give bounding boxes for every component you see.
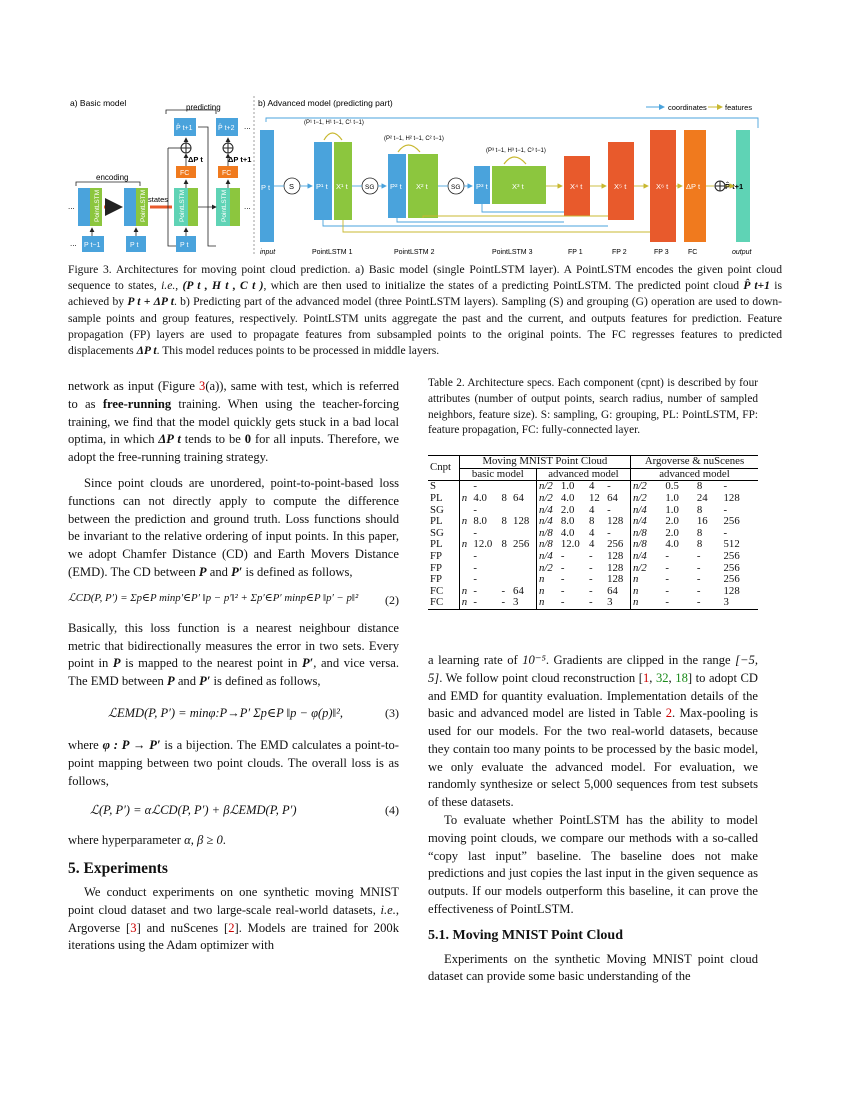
table-cell: - [473, 526, 478, 539]
table-cell: 24 [696, 491, 708, 504]
table-cell: 4 [588, 526, 595, 539]
table-cell: - [560, 573, 565, 586]
table-cell [500, 574, 512, 586]
svg-text:ΔP t: ΔP t [188, 155, 203, 164]
pointlstm-1 [314, 142, 352, 220]
table-cell: 256 [723, 573, 740, 586]
table-cell: - [696, 596, 701, 609]
table-cell: 4.0 [473, 491, 487, 504]
table-cell: FP [430, 561, 443, 574]
table-cell: - [501, 596, 506, 609]
svg-text:output: output [732, 249, 752, 256]
table-cell: n [459, 516, 471, 528]
table-cell: - [665, 596, 670, 609]
table-cell: 12.0 [473, 538, 493, 551]
table-cell: n [631, 574, 664, 586]
svg-text:PointLSTM 3: PointLSTM 3 [492, 249, 533, 256]
table-row [428, 539, 758, 551]
table-cell: 8 [696, 526, 703, 539]
table-cell: 128 [723, 584, 740, 597]
table-cell: 2.0 [665, 515, 679, 528]
table-cell: FC [430, 596, 444, 609]
svg-text:P t−1: P t−1 [84, 242, 101, 249]
panel-a-title: a) Basic model [70, 98, 127, 108]
subsection-title: 5.1. Moving MNIST Point Cloud [428, 927, 623, 943]
table-cell: n [459, 539, 471, 551]
svg-text:ΔP t+1: ΔP t+1 [228, 155, 252, 164]
table-cell: - [607, 480, 611, 493]
panel-b-title: b) Advanced model (predicting part) [258, 98, 393, 108]
table-cell: - [696, 584, 701, 597]
table-cell: - [560, 596, 565, 609]
svg-text:PointLSTM 1: PointLSTM 1 [312, 249, 353, 256]
paragraph: network as input (Figure 3(a)), same with test, which is referred to as free-running training. When using the teacher-forcing training, we find that the model quickly gets stuck in a bad local optima, in which ΔP t tends to be 0 for all inputs. Therefore, we adopt the free-running training strategy. [68, 379, 399, 465]
svg-text:P̂ t+2: P̂ t+2 [218, 125, 235, 132]
table-cell: 4.0 [665, 538, 679, 551]
table-cell: 8.0 [473, 515, 487, 528]
table-ref-link[interactable]: 2 [665, 706, 673, 721]
svg-text:...: ... [70, 239, 77, 248]
table-cell: PL [430, 491, 443, 504]
table-cell: 4.0 [560, 526, 575, 539]
table-cell: S [430, 480, 437, 493]
table-cell: n/2 [536, 481, 558, 493]
svg-text:...: ... [244, 122, 251, 131]
paragraph: where φ : P → P′ is a bijection. The EMD calculates a point-to-point mapping between two point clouds. The overall loss is as follows, [68, 737, 399, 788]
table-cell: 128 [607, 573, 624, 586]
table-cell: n/4 [536, 516, 558, 528]
table-cell: 3 [723, 596, 729, 609]
equation-4: ℒ(P, P′) = αℒCD(P, P′) + βℒEMD(P, P′) (4) [90, 803, 399, 818]
table-cell: - [696, 573, 701, 586]
table-cell: 3 [513, 596, 519, 609]
citation-link[interactable]: 32 [655, 670, 669, 685]
label-predicting: predicting [186, 103, 221, 112]
table-cell: 8 [501, 491, 507, 504]
table-cell: - [723, 526, 728, 539]
svg-text:SG: SG [451, 184, 461, 191]
paragraph: We conduct experiments on one synthetic moving MNIST point cloud dataset and two large-scale real-world datasets, i.e., Argoverse [3] and nuScenes [2]. Models are trained for 200k iterations using the Adam optimizer with [68, 884, 399, 953]
table-cell: - [665, 584, 670, 597]
svg-text:X¹ t: X¹ t [336, 182, 348, 191]
paragraph: Experiments on the synthetic Moving MNIST point cloud dataset can provide some basic understanding of the [428, 951, 758, 984]
table-cell: n/2 [536, 493, 558, 505]
table-row [428, 551, 758, 563]
equation-2: ℒCD(P, P′) = Σp∈P minp′∈P′ ‖p − p′‖² + Σp′∈P′ minp∈P ‖p′ − p‖² (2) [68, 591, 399, 607]
table-cell: n/8 [631, 539, 664, 551]
table-cell: 8 [696, 538, 703, 551]
svg-text:FC: FC [688, 249, 698, 256]
table-cell: - [473, 549, 478, 562]
table-cell: - [473, 503, 478, 516]
svg-text:FP 3: FP 3 [654, 249, 669, 256]
table-cell: - [696, 549, 701, 562]
table-cell: 12 [588, 491, 600, 504]
fp-2 [608, 142, 634, 220]
table-cell: n/8 [536, 539, 558, 551]
svg-text:ΔP t: ΔP t [686, 182, 701, 191]
table-cell: 512 [723, 538, 740, 551]
figure-3 [68, 96, 782, 262]
svg-text:P̂ t+1: P̂ t+1 [725, 182, 744, 191]
table-row [428, 563, 758, 575]
table-cell: 64 [513, 584, 524, 597]
table-cell: FC [430, 584, 444, 597]
svg-text:PointLSTM: PointLSTM [140, 189, 147, 222]
table-cell: n [459, 586, 471, 598]
legend-features: features [725, 103, 753, 112]
caption-label: Figure 3. [68, 263, 112, 276]
table-cell [459, 574, 471, 586]
svg-text:P̂ t+1: P̂ t+1 [176, 125, 193, 132]
table-cell: 16 [696, 515, 708, 528]
table-cell [500, 563, 512, 575]
table-cell [459, 551, 471, 563]
table-cell: 256 [513, 538, 530, 551]
svg-text:X³ t: X³ t [512, 182, 524, 191]
svg-text:X⁵ t: X⁵ t [614, 182, 627, 191]
table-cell: n [631, 586, 664, 598]
table-cell: 64 [607, 584, 618, 597]
svg-text:X² t: X² t [416, 182, 428, 191]
svg-text:P² t: P² t [390, 182, 402, 191]
label-states: states [148, 195, 169, 204]
table-cell: - [588, 596, 593, 609]
paragraph: a learning rate of 10⁻⁵. Gradients are clipped in the range [−5, 5]. We follow point cloud reconstruction [1, 32, 18] to adopt CD and EMD for quantity evaluation. Implementation details of the basic and advanced model are listed in Table 2. Max-pooling is used for our models. For the two real-world datasets, because they contain too many points to be processed by the basic model, we only evaluate the advanced model. For evaluation, we randomly synthesize or select 5,000 sequences from test subsets of these datasets. [428, 652, 759, 810]
table-cell [500, 551, 512, 563]
table-cell: - [501, 584, 506, 597]
svg-text:...: ... [244, 202, 251, 211]
svg-text:PointLSTM 2: PointLSTM 2 [394, 249, 435, 256]
svg-text:PointLSTM: PointLSTM [221, 189, 228, 222]
svg-text:FP 2: FP 2 [612, 249, 627, 256]
section-title: 5. Experiments [68, 860, 168, 878]
table-cell [459, 563, 471, 575]
table-cell: n/2 [631, 481, 664, 493]
table-cell: 1.0 [665, 503, 679, 516]
citation-link[interactable]: 18 [675, 670, 688, 685]
table-cell: PL [430, 538, 443, 551]
table-cell: 8 [696, 503, 703, 516]
table-cell: - [665, 573, 670, 586]
citation-link[interactable]: 2 [228, 920, 235, 935]
table-cell: 64 [513, 491, 524, 504]
svg-text:input: input [260, 249, 276, 256]
svg-text:P³ t: P³ t [476, 182, 488, 191]
table-cell: 4.0 [560, 491, 575, 504]
table-cell: 256 [723, 549, 740, 562]
table-cell: 3 [607, 596, 613, 609]
svg-text:PointLSTM: PointLSTM [179, 189, 186, 222]
svg-text:FP 1: FP 1 [568, 249, 583, 256]
citation-link[interactable]: 3 [130, 920, 137, 935]
paragraph: Basically, this loss function is a nearest neighbour distance metric that bidirectionally measures the error in two sets. Every point in P is mapped to the nearest point in P′, and vice versa. The EMD between P and P′ is defined as follows, [68, 620, 399, 689]
svg-text:(P³ t−1, H³ t−1, C³ t−1): (P³ t−1, H³ t−1, C³ t−1) [486, 148, 546, 154]
table-cell: 4 [588, 503, 595, 516]
table-cell: n/4 [536, 551, 558, 563]
table-cell: - [473, 584, 478, 597]
table-cell: - [560, 549, 565, 562]
table-cell: 128 [607, 515, 624, 528]
table-cell: - [560, 584, 565, 597]
table-cell: - [588, 573, 593, 586]
table-cell: 0.5 [665, 480, 679, 493]
table-cell: PL [430, 515, 443, 528]
table-cell: - [473, 561, 478, 574]
svg-text:FC: FC [222, 170, 232, 177]
table-cell: - [665, 561, 670, 574]
table-cell: 4 [588, 538, 595, 551]
table-cell: 8 [588, 515, 595, 528]
table-cell: SG [430, 503, 444, 516]
table-cell: n/4 [631, 516, 664, 528]
table-cell: - [588, 549, 593, 562]
table-cell: - [723, 480, 728, 493]
table-cell: 8 [696, 480, 703, 493]
svg-text:FC: FC [180, 170, 190, 177]
table-cell: 8 [501, 538, 507, 551]
table-cell: n [459, 597, 471, 609]
table-cell: 256 [607, 538, 624, 551]
table-cell: 2.0 [665, 526, 679, 539]
table-cell: n [536, 574, 558, 586]
table-cell: n/2 [631, 493, 664, 505]
table-cell [511, 551, 536, 563]
table-cell: 1.0 [665, 491, 679, 504]
table-cell: n/4 [536, 505, 558, 517]
table-cell: - [588, 584, 593, 597]
table-cell: FP [430, 573, 443, 586]
table-cell: - [696, 561, 701, 574]
table-cell: 128 [513, 515, 530, 528]
table-cell: - [473, 480, 478, 493]
figure-ref-link[interactable]: 3 [199, 379, 206, 393]
svg-text:X⁴ t: X⁴ t [570, 182, 583, 191]
svg-text:X⁶ t: X⁶ t [656, 182, 669, 191]
figure-caption: Figure 3. Architectures for moving point cloud prediction. a) Basic model (single PointLSTM layer). A PointLSTM encodes the given point cloud sequence to states, i.e., (P t , H t , C t ), which are then used to initialize the states of a predicting PointLSTM. The predicted point cloud P̂ t+1 is achieved by P t + ΔP t. b) Predicting part of the advanced model (three PointLSTM layers). Sampling (S) and grouping (G) operation are used to down-sample points and group features, respectively. PointLSTM units aggregate the past and the current, and outputs features for prediction. Feature propagation (FP) layers are used to propagate features from subsampled points to the original points. The FC regresses features to predicted displacements ΔP t. This model reduces points to be processed in middle layers. [68, 263, 783, 358]
table-cell: 128 [607, 549, 624, 562]
paragraph: where hyperparameter α, β ≥ 0. [68, 833, 226, 848]
left-column [68, 378, 399, 955]
table-cell: 8.0 [560, 515, 575, 528]
table-cell [511, 563, 536, 575]
label-encoding: encoding [96, 173, 129, 182]
table-row [428, 574, 758, 586]
table-cell: 8 [501, 515, 507, 528]
svg-text:(P² t−1, H² t−1, C² t−1): (P² t−1, H² t−1, C² t−1) [384, 136, 444, 142]
paragraph: Since point clouds are unordered, point-to-point-based loss functions can not directly apply to compute the difference between the prediction and ground truth. Loss functions should be invariant to the relative ordering of input points. In this paper, we adopt Chamfer Distance (CD) and Earth Movers Distance (EMD). The CD between P and P′ is defined as follows, [68, 475, 399, 579]
svg-text:P¹ t: P¹ t [316, 182, 328, 191]
table-cell: - [607, 526, 611, 539]
svg-text:P t: P t [261, 183, 271, 192]
table-cell: 64 [607, 491, 618, 504]
table-cell: n [536, 586, 558, 598]
table-cell: n/4 [631, 551, 664, 563]
table-cell: - [473, 573, 478, 586]
table-cell: 12.0 [560, 538, 580, 551]
svg-text:(P¹ t−1, H¹ t−1, C¹ t−1): (P¹ t−1, H¹ t−1, C¹ t−1) [304, 120, 364, 126]
table-cell: n [631, 597, 664, 609]
table-cell: - [723, 503, 728, 516]
svg-text:P t: P t [130, 242, 139, 249]
table-cell: - [665, 549, 670, 562]
svg-text:SG: SG [365, 184, 375, 191]
table-cell: n/2 [536, 563, 558, 575]
table-cell: n/2 [631, 563, 664, 575]
table-cell: SG [430, 526, 444, 539]
table-cell: 256 [723, 515, 740, 528]
legend-coordinates: coordinates [668, 103, 707, 112]
equation-3: ℒEMD(P, P′) = minφ:P→P′ Σp∈P ‖p − φ(p)‖², (3) [108, 705, 399, 720]
table-row [428, 493, 758, 505]
table-row [428, 516, 758, 528]
table-cell: n/8 [536, 528, 558, 540]
svg-text:S: S [289, 182, 295, 191]
table-row [428, 586, 758, 598]
table-cell: n [459, 493, 471, 505]
table-cell: - [588, 561, 593, 574]
paragraph: To evaluate whether PointLSTM has the ability to model moving point clouds, we compare our methods with a so-called “copy last input” baseline. The baseline does not make predictions and just copies the last input in the given sequence as outputs. If our models outperform this baseline, it can prove the effectiveness of PointLSTM. [428, 813, 758, 917]
table-cell: - [607, 503, 611, 516]
table-cell: n/4 [631, 505, 664, 517]
svg-text:PointLSTM: PointLSTM [94, 189, 101, 222]
table-cell: 128 [723, 491, 740, 504]
table-row [428, 597, 758, 609]
table-cell: 128 [607, 561, 624, 574]
table-cell: n [536, 597, 558, 609]
table-cell [511, 574, 536, 586]
table-cell: 256 [723, 561, 740, 574]
table-caption: Table 2. Architecture specs. Each component (cpnt) is described by four attributes (number of output points, search radius, number of sampled neighbors, feature size). S: sampling, G: grouping, PL: PointLSTM, FP: feature propagation, FC: fully-connected layer. [428, 377, 758, 437]
svg-text:P t: P t [180, 242, 189, 249]
citation-link[interactable]: 1 [642, 670, 650, 685]
table-cell: 4 [588, 480, 595, 493]
table-cell: 2.0 [560, 503, 575, 516]
table-cell: - [473, 596, 478, 609]
table-cell: - [560, 561, 565, 574]
dots-left: ... [68, 202, 75, 211]
table-cell: FP [430, 549, 443, 562]
table-cell: 1.0 [560, 480, 575, 493]
table-cell: n/8 [631, 528, 664, 540]
right-column [428, 376, 758, 986]
architecture-table: Cnpt Moving MNIST Point Cloud Argoverse & nuScenes basic model advanced model advanced model S - n/2 1.0 4 - n/2 0.5 8 - PL n 4.0 8 64 n/2 4.0 12 64 n/2 1.0 24 128 SG - n/4 2.0 4 - n/4 1.0 8 - PL n 8.0 8 128 n/4 8.0 8 128 n/4 2.0 16 256 SG - n/8 4.0 4 - n/8 2.0 8 - PL n 12.0 8 256 n/8 12.0 4 256 n/8 4.0 8 512 FP - n/4 - - 128 n/4 - - 256 FP - n/2 - - 128 n/2 - - 256 FP - n - - 128 n - - 256 FC n - - 64 n - - 64 n - - 128 FC n - - 3 n - - 3 n - - 3 [428, 455, 758, 610]
